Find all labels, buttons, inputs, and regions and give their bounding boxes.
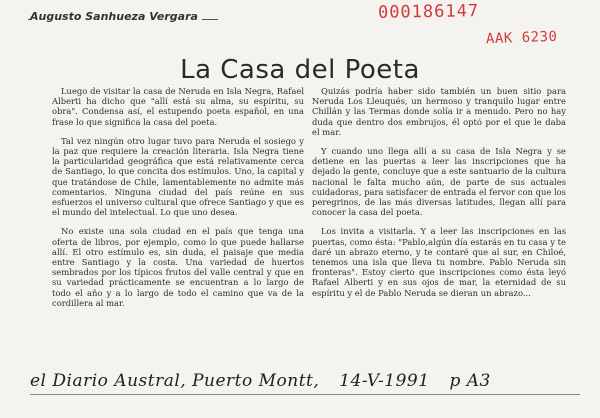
article-column-left bbox=[52, 86, 304, 317]
article-column-right bbox=[312, 86, 566, 307]
article-paragraph: Tal vez ningún otro lugar tuvo para Neruda el sosiego y la paz que requiere la creación literaria. Isla Negra tiene la particularidad geográfica que está relativamente cerca de Santiago, lo que concita dos estímulos. Uno, la capital y que tratándose de Chile, lamentablemente no admite más comentarios. Ninguna ciudad del país reúne en sus esfuerzos el universo cultural que ofrece Santiago y que es el mundo del intelectual. Lo que uno desea. bbox=[52, 135, 304, 218]
author-byline: Augusto Sanhueza Vergara bbox=[30, 10, 202, 23]
archive-number-stamp: 000186147 bbox=[377, 1, 480, 23]
source-date: 14-V-1991 bbox=[339, 371, 430, 391]
article-paragraph: Quizás podría haber sido también un buen sitio para Neruda Los Lleuqués, un hermoso y tranquilo lugar entre Chillán y las Termas donde solía ir a menudo. Pero no hay duda que dentro dos embrujos, él optó por el que le daba el mar. bbox=[312, 86, 566, 137]
source-newspaper: el Diario Austral, Puerto Montt, bbox=[30, 371, 320, 391]
archive-code-stamp: AAK 6230 bbox=[485, 28, 558, 48]
article-title: La Casa del Poeta bbox=[180, 55, 420, 86]
article-paragraph: Los invita a visitarla. Y a leer las inscripciones en las puertas, como ésta: "Pablo,algún día estarás en tu casa y te daré un abrazo eterno, y te contaré que al sur, en Chiloé, tenemos una isla que lleva tu nombre. Pablo Neruda sin fronteras". Estoy cierto que inscripciones como ésta leyó Rafael Alberti y en sus ojos de mar, la eternidad de su espíritu y el de Pablo Neruda se dieran un abrazo... bbox=[312, 226, 566, 298]
baseline-rule bbox=[30, 394, 580, 395]
source-page: p A3 bbox=[449, 371, 491, 391]
handwritten-source-note bbox=[30, 371, 580, 391]
article-paragraph: Luego de visitar la casa de Neruda en Isla Negra, Rafael Alberti ha dicho que "allí está su alma, su espíritu, su obra". Condensa así, el estupendo poeta español, en una frase lo que significa la casa del poeta. bbox=[52, 86, 304, 127]
article-paragraph: No existe una sola ciudad en el país que tenga una oferta de libros, por ejemplo, como lo que puede hallarse allí. El otro estímulo es, sin duda, el paisaje que media entre Santiago y la costa. Una variedad de huertos sembrados por los típicos frutos del valle central y que en su variedad prácticamente se encuentran a lo largo de todo el año y a lo largo de todo el camino que va de la cordillera al mar. bbox=[52, 226, 304, 308]
article-paragraph: Y cuando uno llega allí a su casa de Isla Negra y se detiene en las puertas a leer las inscripciones que ha dejado la gente, concluye que a este santuario de la cultura nacional le falta mucho aún, de parte de sus actuales cuidadoras, para satisfacer de entrada el fervor con que los peregrinos, de las más diversas latitudes, llegan allí para conocer la casa del poeta. bbox=[312, 146, 566, 218]
